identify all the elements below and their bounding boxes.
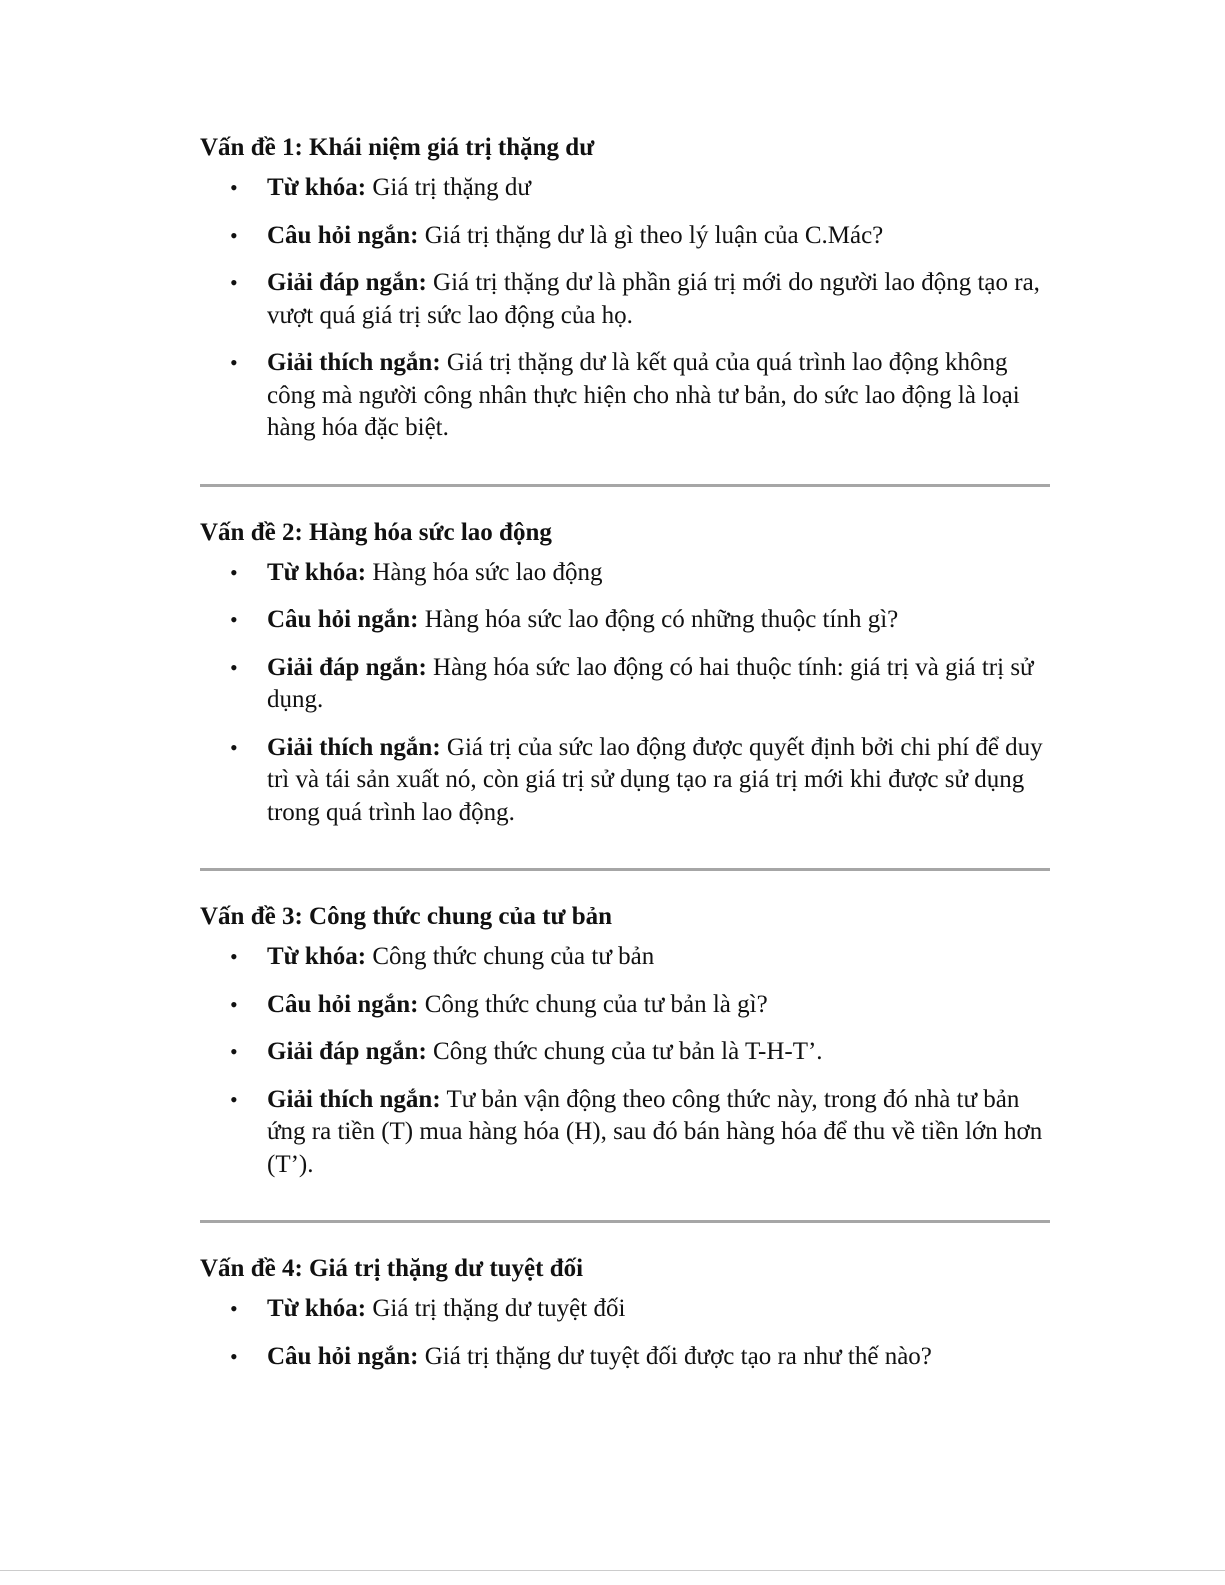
item-label: Giải thích ngắn: xyxy=(267,733,441,761)
list-item xyxy=(200,604,1050,637)
item-label: Giải thích ngắn: xyxy=(267,349,441,376)
item-list xyxy=(200,941,1050,1181)
item-text: Hàng hóa sức lao động có những thuộc tính gì? xyxy=(418,606,899,633)
item-text: Giá trị thặng dư tuyệt đối được tạo ra như thế nào? xyxy=(418,1342,932,1370)
list-item xyxy=(200,220,1050,253)
item-label: Câu hỏi ngắn: xyxy=(267,990,419,1018)
list-item xyxy=(200,1341,1050,1374)
item-text: Giá trị thặng dư tuyệt đối xyxy=(366,1295,626,1322)
item-text: Công thức chung của tư bản là T-H-T’. xyxy=(426,1038,823,1065)
section-title: Vấn đề 4: Giá trị thặng dư tuyệt đối xyxy=(200,1255,584,1282)
bullet-icon: • xyxy=(230,607,238,632)
bullet-icon: • xyxy=(230,222,238,248)
list-item xyxy=(200,1293,1050,1326)
item-text: Giá trị thặng dư là kết quả của quá trình lao động không công mà người công nhân thực hiện cho nhà tư bản, do sức lao động là loại hàng hóa đặc biệt. xyxy=(267,349,1020,441)
item-list xyxy=(200,172,1050,445)
bullet-icon: • xyxy=(230,1039,238,1064)
item-label: Giải đáp ngắn: xyxy=(267,653,427,681)
section-2 xyxy=(200,509,1050,830)
bullet-icon: • xyxy=(230,654,238,680)
section-title: Vấn đề 3: Công thức chung của tư bản xyxy=(200,903,613,930)
list-item xyxy=(200,172,1050,205)
section-divider xyxy=(200,868,1050,871)
list-item xyxy=(200,557,1050,590)
item-text: Giá trị của sức lao động được quyết định bởi chi phí để duy trì và tái sản xuất nó, còn giá trị sử dụng tạo ra giá trị mới khi được sử dụng trong quá trình lao động. xyxy=(267,733,1043,826)
document-page xyxy=(200,124,1050,1373)
section-title: Vấn đề 1: Khái niệm giá trị thặng dư xyxy=(200,134,595,161)
list-item xyxy=(200,989,1050,1022)
bullet-icon: • xyxy=(230,270,238,295)
bullet-icon: • xyxy=(230,734,238,760)
page-bottom-edge xyxy=(0,1570,1225,1571)
item-label: Câu hỏi ngắn: xyxy=(267,221,419,249)
item-label: Câu hỏi ngắn: xyxy=(267,606,419,633)
item-text: Hàng hóa sức lao động có hai thuộc tính: giá trị và giá trị sử dụng. xyxy=(267,653,1034,713)
bullet-icon: • xyxy=(230,175,238,200)
bullet-icon: • xyxy=(230,991,238,1017)
section-title: Vấn đề 2: Hàng hóa sức lao động xyxy=(200,518,552,546)
item-text: Giá trị thặng dư là phần giá trị mới do người lao động tạo ra, vượt quá giá trị sức lao động của họ. xyxy=(267,269,1040,329)
section-divider xyxy=(200,1220,1050,1223)
list-item xyxy=(200,1084,1050,1182)
bullet-icon: • xyxy=(230,350,238,375)
list-item xyxy=(200,941,1050,974)
item-label: Từ khóa: xyxy=(267,174,367,201)
section-4 xyxy=(200,1245,1050,1373)
bullet-icon: • xyxy=(230,1086,238,1112)
item-label: Từ khóa: xyxy=(267,558,367,586)
item-text: Hàng hóa sức lao động xyxy=(366,558,603,586)
item-text: Tư bản vận động theo công thức này, trong đó nhà tư bản ứng ra tiền (T) mua hàng hóa (H), sau đó bán hàng hóa để thu về tiền lớn hơn (T’). xyxy=(267,1085,1043,1178)
section-divider xyxy=(200,484,1050,487)
bullet-icon: • xyxy=(230,944,238,969)
list-item xyxy=(200,1036,1050,1069)
list-item xyxy=(200,732,1050,830)
item-text: Công thức chung của tư bản xyxy=(366,943,655,970)
bullet-icon: • xyxy=(230,1296,238,1321)
item-text: Giá trị thặng dư là gì theo lý luận của C.Mác? xyxy=(418,221,884,249)
section-3 xyxy=(200,893,1050,1181)
item-label: Từ khóa: xyxy=(267,1295,367,1322)
item-text: Công thức chung của tư bản là gì? xyxy=(418,990,768,1018)
item-label: Giải đáp ngắn: xyxy=(267,269,427,296)
bullet-icon: • xyxy=(230,559,238,585)
list-item xyxy=(200,267,1050,332)
item-label: Từ khóa: xyxy=(267,943,367,970)
item-label: Giải thích ngắn: xyxy=(267,1085,441,1113)
item-label: Câu hỏi ngắn: xyxy=(267,1342,419,1370)
item-text: Giá trị thặng dư xyxy=(366,174,531,201)
section-1 xyxy=(200,124,1050,445)
list-item xyxy=(200,652,1050,717)
bullet-icon: • xyxy=(230,1343,238,1369)
list-item xyxy=(200,347,1050,445)
item-label: Giải đáp ngắn: xyxy=(267,1038,427,1065)
item-list xyxy=(200,1293,1050,1373)
item-list xyxy=(200,557,1050,830)
